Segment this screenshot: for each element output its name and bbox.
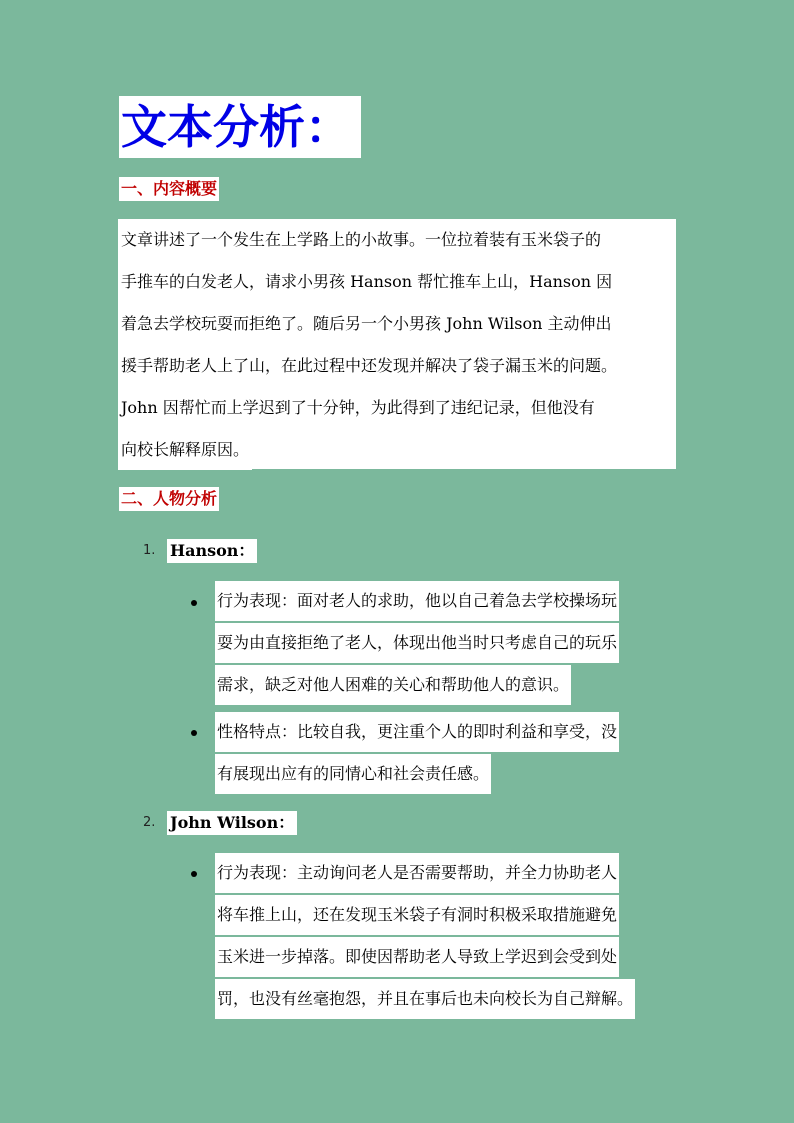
summary-line: 向校长解释原因。 [118, 429, 676, 471]
character-name-john-wilson: John Wilson： [167, 811, 297, 835]
bullet-icon [191, 730, 197, 736]
summary-block [118, 219, 676, 471]
list-number: 1. [143, 543, 156, 558]
bullet-icon [191, 600, 197, 606]
list-number: 2. [143, 815, 156, 830]
list-item: 行为表现：主动询问老人是否需要帮助，并全力协助老人 将车推上山，还在发现玉米袋子有洞时积极采取措施避免 玉米进一步掉落。即使因帮助老人导致上学迟到会受到处 罚，也没有丝毫抱怨，并且在事后也未向校长为自己辩解。 [215, 852, 685, 1020]
summary-line: 援手帮助老人上了山，在此过程中还发现并解决了袋子漏玉米的问题。 [118, 345, 676, 387]
bullet-icon [191, 871, 197, 877]
section-heading-summary: 一、内容概要 [119, 177, 219, 201]
list-item: 性格特点：比较自我，更注重个人的即时利益和享受，没 有展现出应有的同情心和社会责任感。 [215, 711, 677, 795]
summary-line: 文章讲述了一个发生在上学路上的小故事。一位拉着装有玉米袋子的 [118, 219, 676, 261]
character-name-hanson: Hanson： [167, 539, 257, 563]
list-item: 行为表现：面对老人的求助，他以自己着急去学校操场玩 耍为由直接拒绝了老人，体现出他当时只考虑自己的玩乐 需求，缺乏对他人困难的关心和帮助他人的意识。 [215, 580, 677, 706]
summary-line: John 因帮忙而上学迟到了十分钟，为此得到了违纪记录，但他没有 [118, 387, 676, 429]
summary-line: 着急去学校玩耍而拒绝了。随后另一个小男孩 John Wilson 主动伸出 [118, 303, 676, 345]
summary-line: 手推车的白发老人，请求小男孩 Hanson 帮忙推车上山，Hanson 因 [118, 261, 676, 303]
page-title: 文本分析： [119, 96, 361, 158]
section-heading-characters: 二、人物分析 [119, 487, 219, 511]
